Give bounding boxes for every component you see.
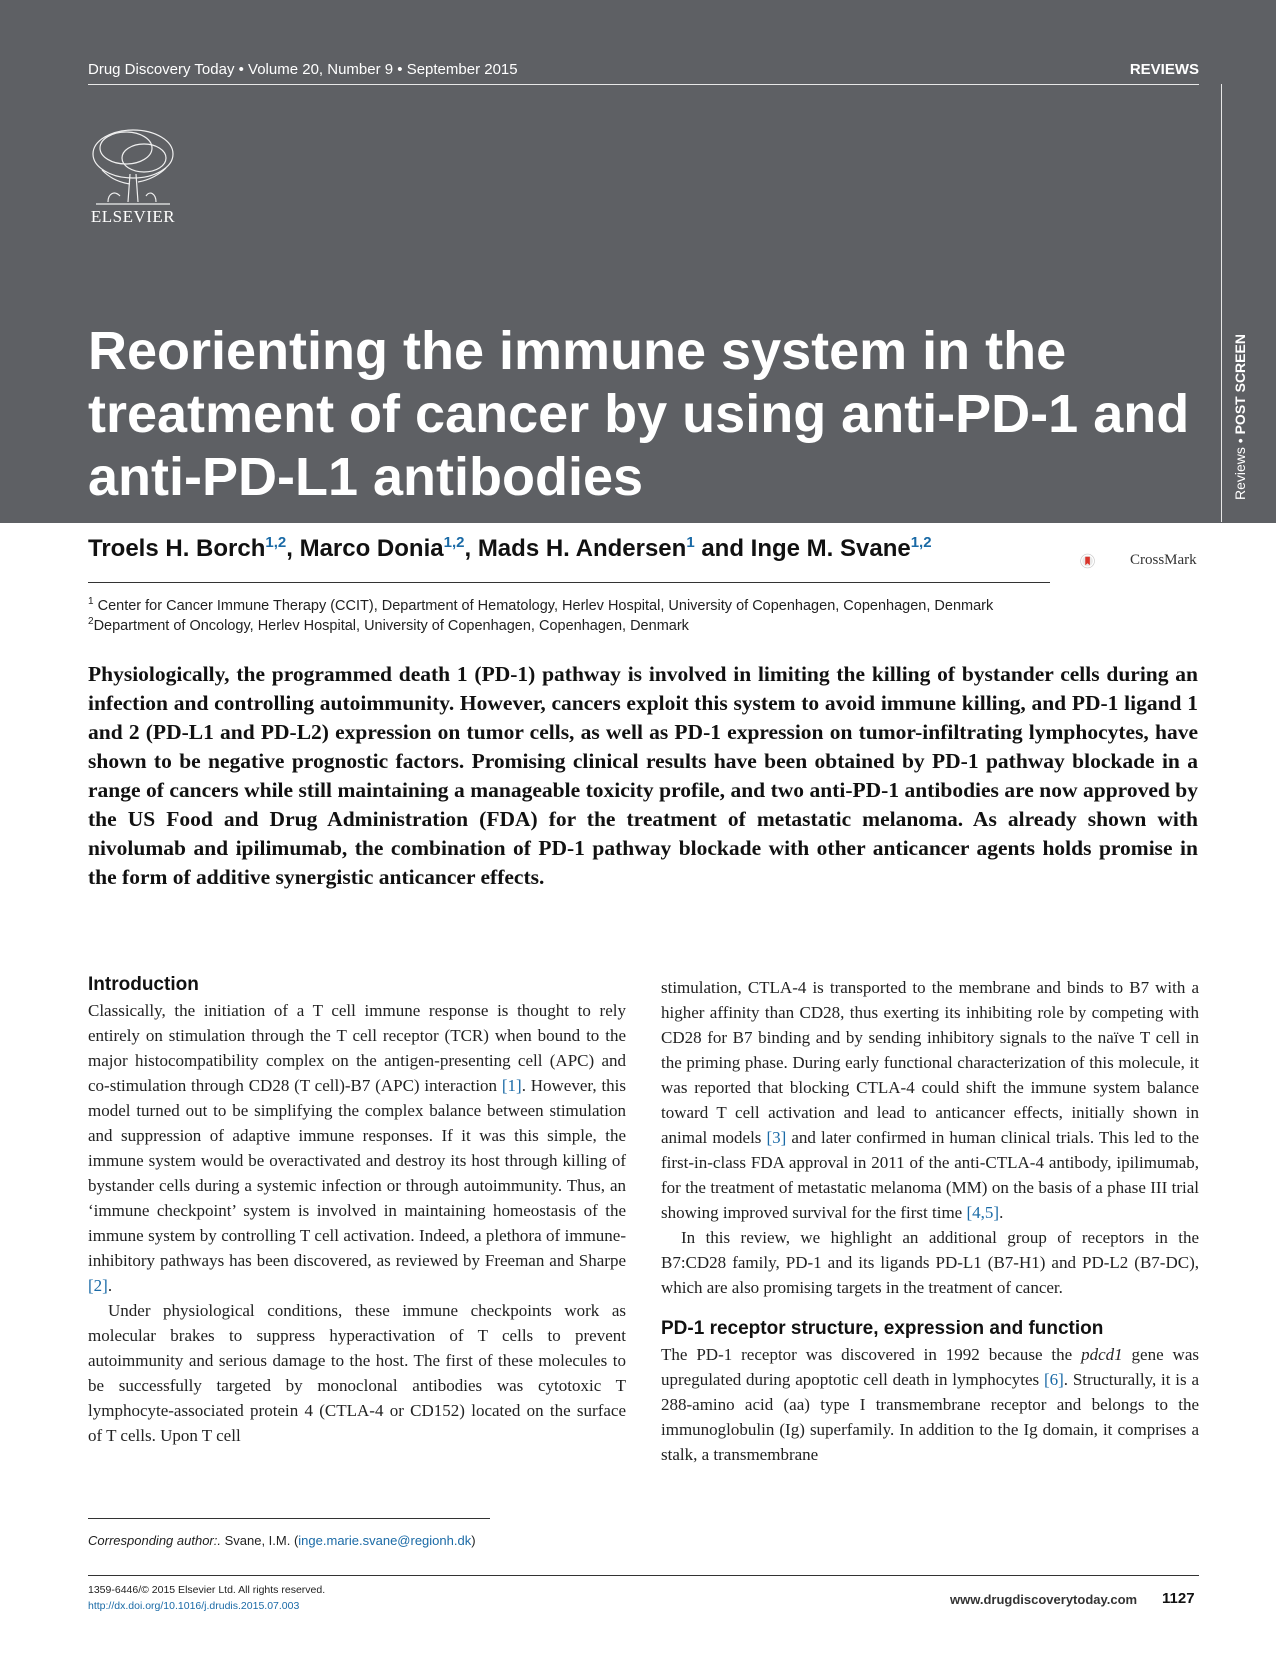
affiliation-sup: 1 — [88, 596, 94, 607]
citation-link[interactable]: [1] — [501, 1076, 522, 1095]
corresponding-author-note — [88, 1533, 476, 1548]
gene-name: pdcd1 — [1081, 1345, 1123, 1364]
text-run: . — [107, 1276, 113, 1295]
corresponding-name: Svane, I.M. ( — [220, 1533, 299, 1548]
affiliation-text: Center for Cancer Immune Therapy (CCIT), Department of Hematology, Herlev Hospital, University of Copenhagen, Copenhagen, Denmark — [97, 597, 994, 614]
citation-link[interactable]: [6] — [1043, 1370, 1064, 1389]
footnote-divider — [88, 1518, 490, 1519]
crossmark-label[interactable]: CrossMark — [1130, 552, 1197, 568]
side-tab — [1232, 330, 1252, 500]
pd1-section-heading: PD-1 receptor structure, expression and function — [661, 1318, 1104, 1339]
affiliation-sup: 2 — [88, 616, 94, 627]
text-run: The PD-1 receptor was discovered in 1992 because the — [661, 1345, 1082, 1364]
author-name: Mads H. Andersen — [477, 535, 687, 562]
review-scope-paragraph: In this review, we highlight an additional group of receptors in the B7:CD28 family, PD-1 and its ligands PD-L1 (B7-H1) and PD-L2 (B7-DC), which are also promising targets in the treatment of cancer. — [661, 1228, 1199, 1297]
affiliation-2 — [88, 616, 1188, 634]
text-run: stimulation, CTLA-4 is transported to the membrane and binds to B7 with a higher affinity than CD28, thus exerting its inhibiting role by competing with CD28 for B7 binding and by sending inhibitory signals to the naïve T cell in the priming phase. During early functional characterization of this molecule, it was reported that blocking CTLA-4 could shift the immune system balance toward T cell activation and lead to anticancer effects, initially shown in animal models — [661, 978, 1199, 1147]
author-separator: , — [286, 535, 300, 562]
introduction-heading: Introduction — [88, 974, 199, 995]
page-number: 1127 — [1162, 1590, 1195, 1607]
intro-paragraph-1 — [88, 998, 626, 1298]
text-run: gene was upregulated during apoptotic cell death in lymphocytes — [661, 1345, 1199, 1389]
affiliation-1 — [88, 596, 1188, 614]
author-name: Inge M. Svane — [750, 535, 911, 562]
side-tab-post-screen: POST SCREEN — [1232, 334, 1248, 435]
right-column — [661, 975, 1199, 1467]
author-list — [88, 534, 1050, 583]
issn-copyright: 1359-6446/© 2015 Elsevier Ltd. All rights reserved. — [88, 1584, 326, 1596]
doi-link[interactable]: http://dx.doi.org/10.1016/j.drudis.2015.07.003 — [88, 1600, 300, 1612]
citation-link[interactable]: [2] — [88, 1276, 108, 1295]
running-header — [88, 60, 1199, 85]
text-run: . — [999, 1203, 1004, 1222]
text-run: . Structurally, it is a 288-amino acid (aa) type I transmembrane receptor and belongs to the immunoglobulin (Ig) superfamily. In addition to the Ig domain, it comprises a stalk, a transmembrane — [661, 1370, 1199, 1464]
author-affiliation-sup[interactable]: 1,2 — [265, 534, 287, 551]
author-affiliation-sup[interactable]: 1,2 — [910, 534, 932, 551]
journal-citation: Drug Discovery Today • Volume 20, Number 9 • September 2015 — [88, 61, 518, 78]
corresponding-close: ) — [471, 1533, 476, 1548]
corresponding-email-link[interactable]: inge.marie.svane@regionh.dk — [298, 1533, 472, 1548]
text-run: . However, this model turned out to be simplifying the complex balance between stimulation and suppression of adaptive immune responses. If it was this simple, the immune system would be overactivated and destroy its host through killing of bystander cells during a systemic infection or through autoimmunity. Thus, an ‘immune checkpoint’ system is involved in maintaining homeostasis of the immune system by controlling T cell activation. Indeed, a plethora of immune-inhibitory pathways has been discovered, as reviewed by Freeman and Sharpe — [88, 1076, 627, 1270]
journal-website-link[interactable]: www.drugdiscoverytoday.com — [950, 1592, 1138, 1607]
abstract: Physiologically, the programmed death 1 (PD-1) pathway is involved in limiting the killing of bystander cells during an infection and controlling autoimmunity. However, cancers exploit this system to avoid immune killing, and PD-1 ligand 1 and 2 (PD-L1 and PD-L2) expression on tumor cells, as well as PD-1 expression on tumor-infiltrating lymphocytes, have shown to be negative prognostic factors. Promising clinical results have been obtained by PD-1 pathway blockade in a range of cancers while still maintaining a manageable toxicity profile, and two anti-PD-1 antibodies are now approved by the US Food and Drug Administration (FDA) for the treatment of metastatic melanoma. As already shown with nivolumab and ipilimumab, the combination of PD-1 pathway blockade with other anticancer agents holds promise in the form of additive synergistic anticancer effects. — [88, 662, 1198, 889]
corresponding-label: Corresponding author:. — [88, 1533, 221, 1548]
author-name: Marco Donia — [299, 535, 444, 562]
ctla4-paragraph — [661, 975, 1199, 1225]
elsevier-wordmark: ELSEVIER — [90, 207, 176, 226]
sidebar-rule — [1221, 84, 1222, 522]
intro-paragraph-2: Under physiological conditions, these immune checkpoints work as molecular brakes to suppress hyperactivation of T cells to prevent autoimmunity and serious damage to the host. The first of these molecules to be successfully targeted by monoclonal antibodies was cytotoxic T lymphocyte-associated protein 4 (CTLA-4 or CD152) located on the surface of T cells. Upon T cell — [88, 1301, 626, 1445]
side-tab-reviews: Reviews • — [1232, 434, 1248, 500]
citation-link[interactable]: [3] — [766, 1128, 787, 1147]
crossmark-icon[interactable] — [1080, 538, 1126, 584]
left-column — [88, 972, 626, 1448]
author-separator: , — [464, 535, 478, 562]
affiliation-text: Department of Oncology, Herlev Hospital, University of Copenhagen, Copenhagen, Denmark — [93, 617, 689, 634]
text-run: Classically, the initiation of a T cell immune response is thought to rely entirely on stimulation through the T cell receptor (TCR) when bound to the major histocompatibility complex on the antigen-presenting cell (APC) and co-stimulation through CD28 (T cell)-B7 (APC) interaction — [88, 1001, 626, 1095]
author-name: Troels H. Borch — [88, 535, 266, 562]
article-title: Reorienting the immune system in the treatment of cancer by using anti-PD-1 and anti-PD-L1 antibodies — [88, 321, 1190, 507]
section-label: REVIEWS — [1129, 61, 1199, 78]
footer-divider — [88, 1575, 1199, 1576]
author-affiliation-sup[interactable]: 1,2 — [443, 534, 465, 551]
author-affiliation-sup[interactable]: 1 — [686, 534, 695, 551]
text-run: and later confirmed in human clinical trials. This led to the first-in-class FDA approval in 2011 of the anti-CTLA-4 antibody, ipilimumab, for the treatment of metastatic melanoma (MM) on the basis of a phase III trial showing improved survival for the first time — [661, 1128, 1199, 1222]
author-separator: and — [694, 535, 751, 562]
citation-link[interactable]: [4,5] — [966, 1203, 1000, 1222]
pd1-paragraph — [661, 1342, 1199, 1467]
